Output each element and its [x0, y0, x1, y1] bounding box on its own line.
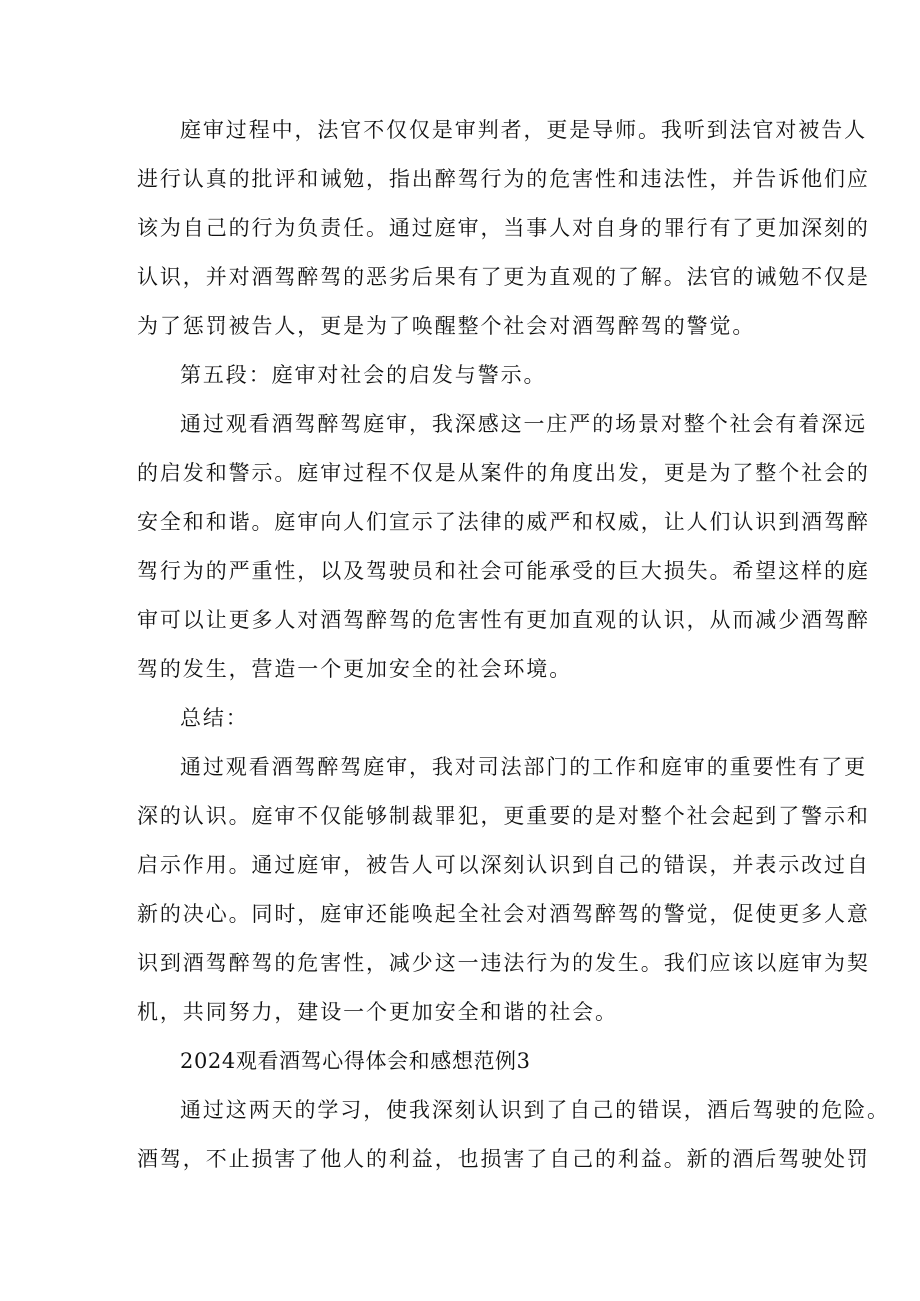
section-heading-five: 第五段：庭审对社会的启发与警示。: [180, 363, 547, 387]
paragraph-3-line-2: 深的认识。庭审不仅能够制裁罪犯，更重要的是对整个社会起到了警示和: [137, 804, 870, 828]
paragraph-1-line-5: 为了惩罚被告人，更是为了唤醒整个社会对酒驾醉驾的警觉。: [137, 314, 756, 338]
paragraph-3-line-4: 新的决心。同时，庭审还能唤起全社会对酒驾醉驾的警觉，促使更多人意: [137, 902, 870, 926]
section-title: 2024观看酒驾心得体会和感想范例3: [180, 1049, 531, 1073]
paragraph-4-line-2: 酒驾，不止损害了他人的利益，也损害了自己的利益。新的酒后驾驶处罚: [137, 1147, 870, 1171]
paragraph-2-line-5: 审可以让更多人对酒驾醉驾的危害性有更加直观的认识，从而减少酒驾醉: [137, 608, 870, 632]
paragraph-3-line-5: 识到酒驾醉驾的危害性，减少这一违法行为的发生。我们应该以庭审为契: [137, 951, 870, 975]
paragraph-1-line-1: 庭审过程中，法官不仅仅是审判者，更是导师。我听到法官对被告人: [180, 118, 867, 142]
paragraph-1-line-2: 进行认真的批评和诫勉，指出醉驾行为的危害性和违法性，并告诉他们应: [137, 167, 870, 191]
paragraph-1-line-3: 该为自己的行为负责任。通过庭审，当事人对自身的罪行有了更加深刻的: [137, 216, 870, 240]
paragraph-2-line-2: 的启发和警示。庭审过程不仅是从案件的角度出发，更是为了整个社会的: [137, 461, 870, 485]
paragraph-3-line-3: 启示作用。通过庭审，被告人可以深刻认识到自己的错误，并表示改过自: [137, 853, 870, 877]
paragraph-2-line-4: 驾行为的严重性，以及驾驶员和社会可能承受的巨大损失。希望这样的庭: [137, 559, 870, 583]
paragraph-4-line-1: 通过这两天的学习，使我深刻认识到了自己的错误，酒后驾驶的危险。: [180, 1098, 890, 1122]
paragraph-3-line-6: 机，共同努力，建设一个更加安全和谐的社会。: [137, 1000, 618, 1024]
paragraph-2-line-1: 通过观看酒驾醉驾庭审，我深感这一庄严的场景对整个社会有着深远: [180, 412, 867, 436]
summary-heading: 总结：: [180, 706, 249, 730]
paragraph-2-line-3: 安全和和谐。庭审向人们宣示了法律的威严和权威，让人们认识到酒驾醉: [137, 510, 870, 534]
paragraph-2-line-6: 驾的发生，营造一个更加安全的社会环境。: [137, 657, 573, 681]
paragraph-1-line-4: 认识，并对酒驾醉驾的恶劣后果有了更为直观的了解。法官的诫勉不仅是: [137, 265, 870, 289]
paragraph-3-line-1: 通过观看酒驾醉驾庭审，我对司法部门的工作和庭审的重要性有了更: [180, 755, 867, 779]
